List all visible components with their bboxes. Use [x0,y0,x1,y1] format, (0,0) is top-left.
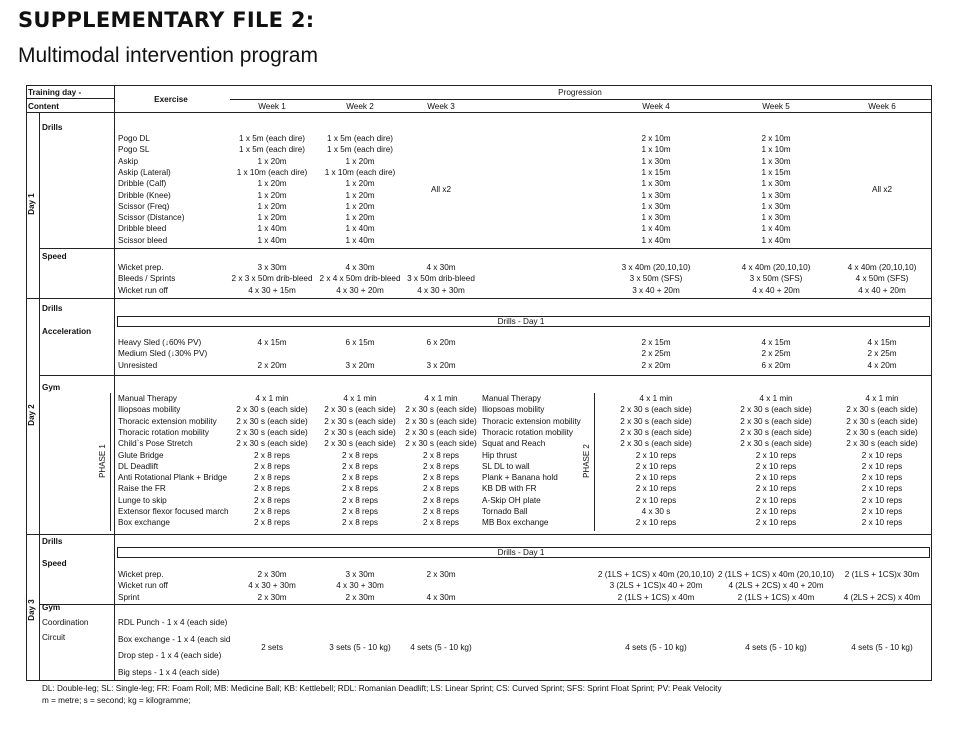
day1-drill-w1-cell: 1 x 40m [257,224,287,234]
header-training-day: Training day - [28,88,82,97]
day2-gym-p2-w5-cell: 2 x 10 reps [755,518,797,528]
day1-speed-w2-cell: 2 x 4 x 50m drib-bleed [319,274,401,284]
day2-gym-p1-w1-cell: 2 x 30 s (each side) [236,427,308,437]
day1-drill-exercise: Dribble (Knee) [118,190,171,200]
day1-drill-w5-cell: 2 x 10m [761,134,791,143]
day3-speed-exercise: Wicket run off [118,581,168,591]
day2-gym-p1-w1-cell: 2 x 8 reps [254,518,290,528]
footnote-abbreviations: DL: Double-leg; SL: Single-leg; FR: Foam Roll; MB: Medicine Ball; KB: Kettlebell; RDL: Romanian Deadlift; LS: Linear Sprint; CS: Curved Sprint; SFS: Sprint Float Sprint; PV: Peak Velocity [42,684,722,693]
footnote-units: m = metre; s = second; kg = kilogramme; [42,696,191,705]
day1-bottom-line [26,298,932,299]
day3-circuit-item: Big steps - 1 x 4 (each side) [118,667,220,677]
day2-gym-p1-w3-cell: 4 x 1 min [424,394,458,403]
day1-speed-line [39,248,932,249]
day2-gym-p2-w4-cell: 2 x 30 s (each side) [620,427,692,437]
day2-label: Day 2 [27,404,36,426]
day2-gym-p2-w6-cell: 2 x 10 reps [861,518,903,528]
day2-gym-p1-w1-cell: 2 x 8 reps [254,461,290,471]
day2-gym-p1-w2-cell: 2 x 30 s (each side) [324,439,396,449]
day2-gym-p1-w3-cell: 2 x 8 reps [423,461,459,471]
day2-gym-p2-w5-cell: 2 x 30 s (each side) [740,405,812,415]
day2-gym-p2-w6-cell: 2 x 10 reps [861,461,903,471]
day1-drill-w4-cell: 1 x 30m [641,213,671,223]
day2-gym-p1-w2-cell: 2 x 8 reps [342,461,378,471]
day2-gym-p2-w4-cell: 2 x 10 reps [635,495,677,505]
day2-drills-section: Drills [42,304,63,313]
day1-drill-w2-cell: 1 x 10m (each dire) [324,167,396,177]
day2-gym-p1-exercise: Thoracic extension mobility [118,416,217,426]
day2-gym-p2-exercise: Plank + Banana hold [482,473,558,483]
day1-drill-w2-cell: 1 x 20m [345,213,375,223]
day1-speed-w6-cell: 4 x 50m (SFS) [855,274,909,284]
day1-drill-w5-cell: 1 x 30m [761,213,791,223]
day1-speed-w5-cell: 3 x 50m (SFS) [749,274,803,284]
day3-speed-w4-cell: 2 (1LS + 1CS) x 40m [617,592,695,602]
day1-drill-w2-cell: 1 x 20m [345,201,375,211]
day2-gym-p2-exercise: Thoracic rotation mobility [482,427,574,437]
day2-gym-p1-w2-cell: 2 x 8 reps [342,473,378,483]
day3-speed-w4-cell: 3 (2LS + 1CS)x 40 + 20m [609,581,703,591]
day3-circuit-item: RDL Punch - 1 x 4 (each side) [118,618,228,627]
day1-speed-w5-cell: 4 x 40m (20,10,10) [741,263,811,272]
day2-gym-section: Gym [42,383,61,392]
day1-drill-w1-cell: 1 x 5m (each dire) [239,134,305,143]
day2-gym-p2-exercise: A-Skip OH plate [482,495,541,505]
day2-gym-p1-w3-cell: 2 x 30 s (each side) [405,405,477,415]
day2-gym-p2-exercise: SL DL to wall [482,461,530,471]
day2-accel-line [39,375,932,376]
day-label-column-line [39,112,40,681]
day2-accel-w6-cell: 4 x 15m [867,338,897,347]
day2-drills-bar-label: Drills - Day 1 [497,317,545,326]
day1-speed-w1-cell: 2 x 3 x 50m drib-bleed [231,274,313,284]
day3-speed-section: Speed [42,559,67,568]
header-divider [26,98,114,99]
day3-speed-w5-cell: 2 (1LS + 1CS) x 40m [737,592,815,602]
day3-speed-w4-cell: 2 (1LS + 1CS) x 40m (20,10,10) [597,570,715,579]
day1-speed-exercise: Wicket run off [118,285,168,295]
day2-gym-p1-w3-cell: 2 x 8 reps [423,484,459,494]
day2-gym-p2-w5-cell: 2 x 10 reps [755,461,797,471]
header-bottom-line [26,112,932,113]
day1-drill-w1-cell: 1 x 10m (each dire) [236,167,308,177]
day2-gym-p1-w1-cell: 4 x 1 min [255,394,289,403]
day2-gym-p1-exercise: Anti Rotational Plank + Bridge [118,473,228,483]
day2-gym-p2-w4-cell: 2 x 30 s (each side) [620,439,692,449]
day1-drill-w1-cell: 1 x 20m [257,179,287,189]
day2-gym-p2-exercise: Tornado Ball [482,507,528,516]
day2-gym-p2-w5-cell: 2 x 10 reps [755,507,797,516]
day1-drill-w4-cell: 1 x 15m [641,167,671,177]
day2-gym-p1-w2-cell: 2 x 30 s (each side) [324,427,396,437]
day2-gym-p2-w4-cell: 4 x 1 min [639,394,673,403]
day2-accel-w4-cell: 2 x 15m [641,338,671,347]
day2-accel-w1-cell: 4 x 15m [257,338,287,347]
day2-gym-p1-w1-cell: 2 x 8 reps [254,484,290,494]
day2-gym-p2-w4-cell: 2 x 10 reps [635,461,677,471]
day2-gym-p1-w2-cell: 2 x 30 s (each side) [324,405,396,415]
header-progression: Progression [558,88,602,97]
day2-gym-p2-exercise: Squat and Reach [482,439,546,449]
day1-drill-w4-cell: 1 x 30m [641,201,671,211]
day2-acceleration-section: Acceleration [42,327,92,336]
day3-speed-w5-cell: 2 (1LS + 1CS) x 40m (20,10,10) [717,570,835,579]
day3-circuit-item: Drop step - 1 x 4 (each side) [118,651,222,660]
day1-speed-w4-cell: 3 x 40 + 20m [632,285,680,295]
day1-drill-w1-cell: 1 x 20m [257,201,287,211]
day2-gym-p2-w6-cell: 2 x 10 reps [861,450,903,460]
day2-bottom-line [26,534,932,535]
day2-gym-p2-w5-cell: 2 x 30 s (each side) [740,439,812,449]
day2-gym-p2-exercise: Thoracic extension mobility [482,416,581,426]
day2-accel-w5-cell: 4 x 15m [761,338,791,347]
day1-drill-w5-cell: 1 x 10m [761,145,791,155]
day1-drills-section: Drills [42,123,63,132]
day2-gym-p1-w3-cell: 2 x 30 s (each side) [405,439,477,449]
day2-accel-exercise: Medium Sled (↓30% PV) [118,349,208,359]
day2-gym-p2-w4-cell: 2 x 10 reps [635,473,677,483]
phase2-label: PHASE 2 [582,444,591,478]
day2-gym-p1-exercise: Raise the FR [118,484,166,494]
day2-gym-p2-w4-cell: 2 x 10 reps [635,450,677,460]
day3-circuit-label: Circuit [42,633,66,642]
header-week-4: Week 4 [642,102,670,111]
day1-speed-w5-cell: 4 x 40 + 20m [752,285,800,295]
day2-gym-p1-w2-cell: 2 x 30 s (each side) [324,416,396,426]
phase2-line [594,393,595,531]
day3-speed-w3-cell: 2 x 30m [426,570,456,579]
day3-speed-w1-cell: 2 x 30m [257,592,287,602]
day1-drill-w2-cell: 1 x 40m [345,224,375,234]
day1-drill-w1-cell: 1 x 5m (each dire) [239,145,305,155]
day2-gym-p2-w5-cell: 2 x 10 reps [755,450,797,460]
day2-gym-p2-w4-cell: 2 x 10 reps [635,484,677,494]
day1-speed-w2-cell: 4 x 30 + 20m [336,285,384,295]
header-week-5: Week 5 [762,102,790,111]
day1-speed-w6-cell: 4 x 40 + 20m [858,285,906,295]
day1-drill-w4-cell: 1 x 40m [641,224,671,234]
day3-speed-w2-cell: 2 x 30m [345,592,375,602]
day2-gym-p2-w6-cell: 2 x 10 reps [861,484,903,494]
day2-gym-p2-exercise: Iliopsoas mobility [482,405,545,415]
day3-circuit-item: Box exchange - 1 x 4 (each sid [118,634,231,644]
day2-gym-p1-w2-cell: 4 x 1 min [343,394,377,403]
header-exercise: Exercise [154,95,188,104]
day2-gym-p2-w6-cell: 2 x 10 reps [861,507,903,516]
day3-sets-week4: 4 sets (5 - 10 kg) [625,643,687,652]
day2-accel-w6-cell: 4 x 20m [867,360,897,370]
progression-divider [230,99,932,100]
day1-drill-w2-cell: 1 x 20m [345,179,375,189]
day2-gym-p2-w5-cell: 4 x 1 min [759,394,793,403]
day1-drill-w5-cell: 1 x 30m [761,190,791,200]
day1-drill-w2-cell: 1 x 5m (each dire) [327,134,393,143]
day1-drill-exercise: Pogo DL [118,134,150,143]
day3-speed-w5-cell: 4 (2LS + 2CS) x 40 + 20m [728,581,824,591]
day1-speed-w3-cell: 4 x 30 + 30m [417,285,465,295]
day2-gym-p1-exercise: Glute Bridge [118,450,164,460]
day3-sets-week6: 4 sets (5 - 10 kg) [851,643,913,652]
day2-gym-p1-w3-cell: 2 x 8 reps [423,507,459,516]
day1-drills-week3: All x2 [430,185,452,194]
day1-drill-w5-cell: 1 x 30m [761,201,791,211]
day1-drill-exercise: Askip (Lateral) [118,167,171,177]
day2-gym-p2-w4-cell: 2 x 30 s (each side) [620,416,692,426]
day2-gym-p1-w3-cell: 2 x 8 reps [423,450,459,460]
day1-label: Day 1 [27,193,36,215]
document-subtitle: Multimodal intervention program [18,44,318,67]
header-week-6: Week 6 [868,102,896,111]
day3-drills-section: Drills [42,537,63,546]
day1-speed-section: Speed [42,252,67,261]
day2-gym-p2-w6-cell: 4 x 1 min [865,394,899,403]
day2-gym-p2-w4-cell: 4 x 30 s [641,507,671,516]
day2-accel-exercise: Unresisted [118,360,158,370]
day3-drills-bar-label: Drills - Day 1 [497,548,545,557]
day2-gym-p1-exercise: Box exchange [118,518,170,528]
day2-gym-p1-w3-cell: 2 x 8 reps [423,518,459,528]
day1-drills-week6: All x2 [871,185,893,194]
day1-drill-w1-cell: 1 x 20m [257,156,287,166]
day2-gym-p1-exercise: Thoracic rotation mobility [118,427,210,437]
day2-gym-p1-w1-cell: 2 x 30 s (each side) [236,405,308,415]
day2-gym-p2-w4-cell: 2 x 30 s (each side) [620,405,692,415]
day3-speed-w2-cell: 3 x 30m [345,570,375,579]
day2-gym-p1-exercise: DL Deadlift [118,461,159,471]
day3-gym-section: Gym [42,603,61,612]
day1-drill-w1-cell: 1 x 20m [257,213,287,223]
day3-sets-week2: 3 sets (5 - 10 kg) [329,643,391,652]
day1-drill-w4-cell: 2 x 10m [641,134,671,143]
day2-gym-p2-w5-cell: 2 x 30 s (each side) [740,416,812,426]
phase1-line [110,393,111,531]
day2-gym-p2-w6-cell: 2 x 30 s (each side) [846,439,918,449]
header-week-1: Week 1 [258,102,286,111]
day2-accel-exercise: Heavy Sled (↓60% PV) [118,338,202,347]
day1-drill-w5-cell: 1 x 40m [761,235,791,245]
day1-drill-exercise: Askip [118,156,139,166]
day1-speed-w6-cell: 4 x 40m (20,10,10) [847,263,917,272]
day2-gym-p1-exercise: Iliopsoas mobility [118,405,181,415]
day1-speed-exercise: Bleeds / Sprints [118,274,176,284]
day1-speed-w4-cell: 3 x 50m (SFS) [629,274,683,284]
day1-drill-w4-cell: 1 x 30m [641,179,671,189]
day1-drill-exercise: Scissor (Freq) [118,201,170,211]
day3-speed-w6-cell: 4 (2LS + 2CS) x 40m [843,592,921,602]
day3-speed-w6-cell: 2 (1LS + 1CS)x 30m [844,570,920,579]
day2-gym-p1-w3-cell: 2 x 8 reps [423,473,459,483]
day2-accel-w4-cell: 2 x 25m [641,349,671,359]
day1-drill-w5-cell: 1 x 40m [761,224,791,234]
day2-gym-p1-w3-cell: 2 x 30 s (each side) [405,416,477,426]
day2-gym-p1-w1-cell: 2 x 8 reps [254,473,290,483]
day2-accel-w3-cell: 6 x 20m [426,338,456,347]
day1-drill-w2-cell: 1 x 20m [345,190,375,200]
day1-drill-w4-cell: 1 x 40m [641,235,671,245]
day1-drill-w5-cell: 1 x 30m [761,179,791,189]
day1-speed-w3-cell: 3 x 50m drib-bleed [407,274,475,284]
day1-drill-exercise: Dribble (Calf) [118,179,167,189]
day2-accel-w1-cell: 2 x 20m [257,360,287,370]
document-title: SUPPLEMENTARY FILE 2: [18,8,315,32]
day2-gym-p2-w6-cell: 2 x 10 reps [861,473,903,483]
day1-speed-w4-cell: 3 x 40m (20,10,10) [621,263,691,272]
day1-drill-exercise: Scissor (Distance) [118,213,185,223]
day2-accel-w5-cell: 2 x 25m [761,349,791,359]
day2-gym-p2-w6-cell: 2 x 10 reps [861,495,903,505]
day1-speed-w3-cell: 4 x 30m [426,263,456,272]
day2-gym-p2-w5-cell: 2 x 10 reps [755,495,797,505]
day3-speed-w1-cell: 4 x 30 + 30m [248,581,296,591]
day2-gym-p1-w2-cell: 2 x 8 reps [342,484,378,494]
day3-sets-week3: 4 sets (5 - 10 kg) [410,643,472,652]
day3-speed-w2-cell: 4 x 30 + 30m [336,581,384,591]
day1-drill-w5-cell: 1 x 30m [761,156,791,166]
day2-accel-w2-cell: 6 x 15m [345,338,375,347]
day1-drill-exercise: Dribble bleed [118,224,167,234]
day2-gym-p1-w1-cell: 2 x 8 reps [254,450,290,460]
day1-speed-w1-cell: 3 x 30m [257,263,287,272]
day3-label: Day 3 [27,599,36,621]
day1-drill-exercise: Pogo SL [118,145,150,155]
day3-speed-w1-cell: 2 x 30m [257,570,287,579]
day1-drill-w4-cell: 1 x 10m [641,145,671,155]
day2-accel-w3-cell: 3 x 20m [426,360,456,370]
day1-speed-w1-cell: 4 x 30 + 15m [248,285,296,295]
day3-speed-line [39,604,932,605]
day2-gym-p2-exercise: Manual Therapy [482,394,542,403]
header-week-3: Week 3 [427,102,455,111]
day2-gym-p2-w6-cell: 2 x 30 s (each side) [846,427,918,437]
day1-speed-w2-cell: 4 x 30m [345,263,375,272]
day1-drill-w5-cell: 1 x 15m [761,167,791,177]
header-week-2: Week 2 [346,102,374,111]
day1-drill-w4-cell: 1 x 30m [641,156,671,166]
day3-speed-exercise: Wicket prep. [118,570,164,579]
day1-drill-w2-cell: 1 x 20m [345,156,375,166]
day1-drill-exercise: Scissor bleed [118,235,168,245]
day2-gym-p2-w4-cell: 2 x 10 reps [635,518,677,528]
day1-speed-exercise: Wicket prep. [118,263,164,272]
day2-gym-p1-w2-cell: 2 x 8 reps [342,518,378,528]
day2-gym-p1-w3-cell: 2 x 8 reps [423,495,459,505]
day2-gym-p2-w5-cell: 2 x 10 reps [755,473,797,483]
day2-gym-p2-w6-cell: 2 x 30 s (each side) [846,416,918,426]
day2-gym-p1-exercise: Child`s Pose Stretch [118,439,193,449]
day2-gym-p2-w6-cell: 2 x 30 s (each side) [846,405,918,415]
phase1-label: PHASE 1 [98,444,107,478]
day3-sets-week5: 4 sets (5 - 10 kg) [745,643,807,652]
day2-gym-p1-w2-cell: 2 x 8 reps [342,450,378,460]
day2-gym-p2-w5-cell: 2 x 30 s (each side) [740,427,812,437]
day2-gym-p1-w1-cell: 2 x 30 s (each side) [236,439,308,449]
day1-drill-w2-cell: 1 x 5m (each dire) [327,145,393,155]
day2-gym-p1-exercise: Extensor flexor focused march [118,507,229,516]
header-content: Content [28,102,59,111]
content-column-line [114,85,115,681]
day2-gym-p1-w1-cell: 2 x 30 s (each side) [236,416,308,426]
day2-accel-w2-cell: 3 x 20m [345,360,375,370]
day2-gym-p1-w2-cell: 2 x 8 reps [342,495,378,505]
day2-accel-w5-cell: 6 x 20m [761,360,791,370]
day3-coordination-label: Coordination [42,618,89,627]
day2-gym-p2-exercise: MB Box exchange [482,518,549,528]
day2-gym-p1-w1-cell: 2 x 8 reps [254,507,290,516]
day3-sets-week1: 2 sets [261,643,283,652]
day3-speed-exercise: Sprint [118,592,140,602]
day2-gym-p1-exercise: Lunge to skip [118,495,167,505]
day1-drill-w2-cell: 1 x 40m [345,235,375,245]
day1-drill-w1-cell: 1 x 40m [257,235,287,245]
day2-gym-p2-w5-cell: 2 x 10 reps [755,484,797,494]
day1-drill-w4-cell: 1 x 30m [641,190,671,200]
day2-gym-p1-w2-cell: 2 x 8 reps [342,507,378,516]
day2-gym-p1-exercise: Manual Therapy [118,394,178,403]
day2-gym-p2-exercise: Hip thrust [482,450,518,460]
day1-drill-w1-cell: 1 x 20m [257,190,287,200]
day2-accel-w4-cell: 2 x 20m [641,360,671,370]
day3-speed-w3-cell: 4 x 30m [426,592,456,602]
day2-gym-p2-exercise: KB DB with FR [482,484,537,494]
day2-accel-w6-cell: 2 x 25m [867,349,897,359]
day2-gym-p1-w3-cell: 2 x 30 s (each side) [405,427,477,437]
day2-gym-p1-w1-cell: 2 x 8 reps [254,495,290,505]
